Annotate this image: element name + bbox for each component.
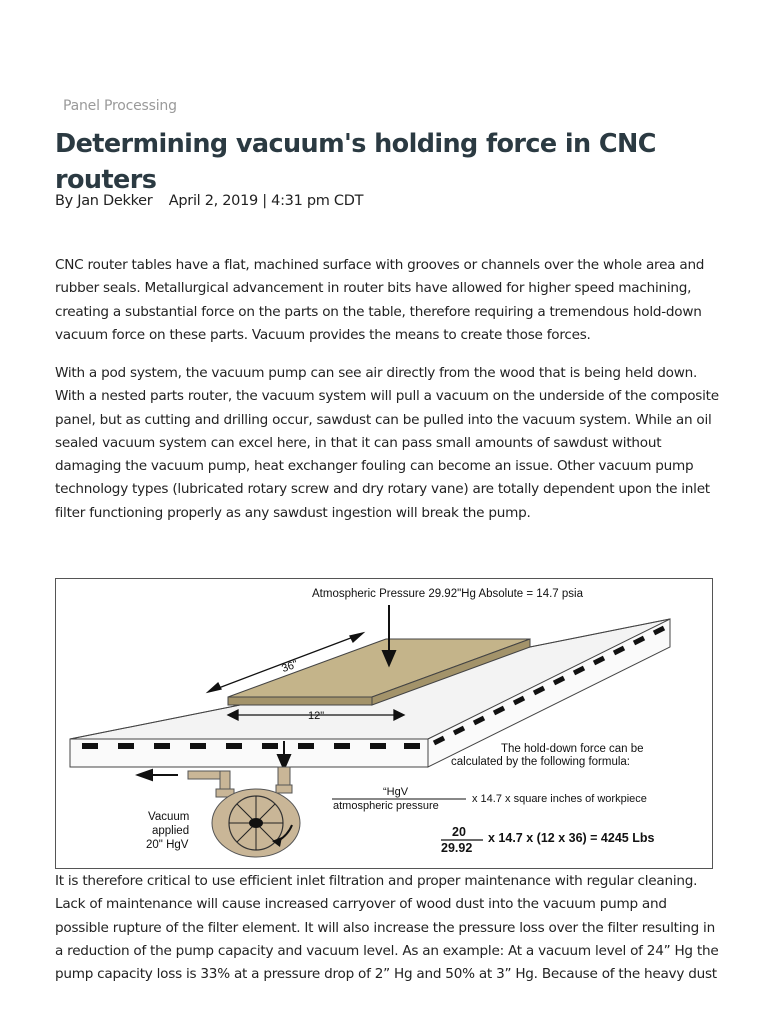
atmospheric-label: Atmospheric Pressure 29.92"Hg Absolute = 14.7 psia: [312, 588, 583, 600]
vacuum-label-2: applied: [152, 825, 190, 837]
exhaust-arrow: [138, 770, 178, 780]
result-tail: x 14.7 x (12 x 36) = 4245 Lbs: [488, 831, 655, 845]
width-label: 12": [308, 710, 325, 722]
formula-denominator: atmospheric pressure: [333, 800, 439, 812]
category-label[interactable]: Panel Processing: [63, 98, 177, 114]
result-numerator: 20: [452, 825, 466, 839]
formula-tail: x 14.7 x square inches of workpiece: [472, 793, 647, 805]
formula-numerator: “HgV: [383, 786, 409, 798]
vacuum-label-1: Vacuum: [148, 811, 190, 823]
vacuum-label-3: 20" HgV: [146, 839, 189, 851]
article-title: Determining vacuum's holding force in CNC routers: [55, 129, 656, 195]
formula-intro-2: calculated by the following formula:: [451, 756, 630, 768]
length-label: 36": [280, 658, 300, 676]
formula-intro-1: The hold-down force can be: [501, 743, 644, 755]
paragraph-1: CNC router tables have a flat, machined surface with grooves or channels over the whole area and rubber seals. Metallurgical advancement in router bits have allowed for higher speed machining, creating a substantial force on the parts on the table, therefore requiring a tremendous hold-down vacuum force on these parts. Vacuum provides the means to create those forces.: [55, 257, 705, 343]
result-denominator: 29.92: [441, 841, 473, 855]
author-name[interactable]: By Jan Dekker: [55, 193, 153, 209]
pressure-arrow: [383, 605, 395, 665]
paragraph-3: It is therefore critical to use efficient inlet filtration and proper maintenance with regular cleaning. Lack of maintenance will cause increased carryover of wood dust into the vacuum pump and possible rupture of the filter element. It will also increase the pressure loss over the filter resulting in a reduction of the pump capacity and vacuum level. As an example: At a vacuum level of 24” Hg the pump capacity loss is 33% at a pressure drop of 2” Hg and 50% at 3” Hg. Because of the heavy dust: [55, 873, 719, 983]
publish-date: April 2, 2019 | 4:31 pm CDT: [168, 193, 364, 209]
paragraph-2: With a pod system, the vacuum pump can see air directly from the wood that is being held down. With a nested parts router, the vacuum system will pull a vacuum on the underside of the composite panel, but as cutting and drilling occur, sawdust can be pulled into the vacuum system. While an oil sealed vacuum system can excel here, in that it can pass small amounts of sawdust without damaging the vacuum pump, heat exchanger fouling can become an issue. Other vacuum pump technology types (lubricated rotary screw and dry rotary vane) are totally dependent upon the inlet filter functioning properly as any sawdust ingestion will break the pump.: [55, 365, 719, 521]
pump-icon: [212, 789, 300, 857]
vacuum-diagram: [55, 578, 713, 869]
workpiece-front: [228, 697, 372, 705]
byline: [55, 193, 363, 209]
